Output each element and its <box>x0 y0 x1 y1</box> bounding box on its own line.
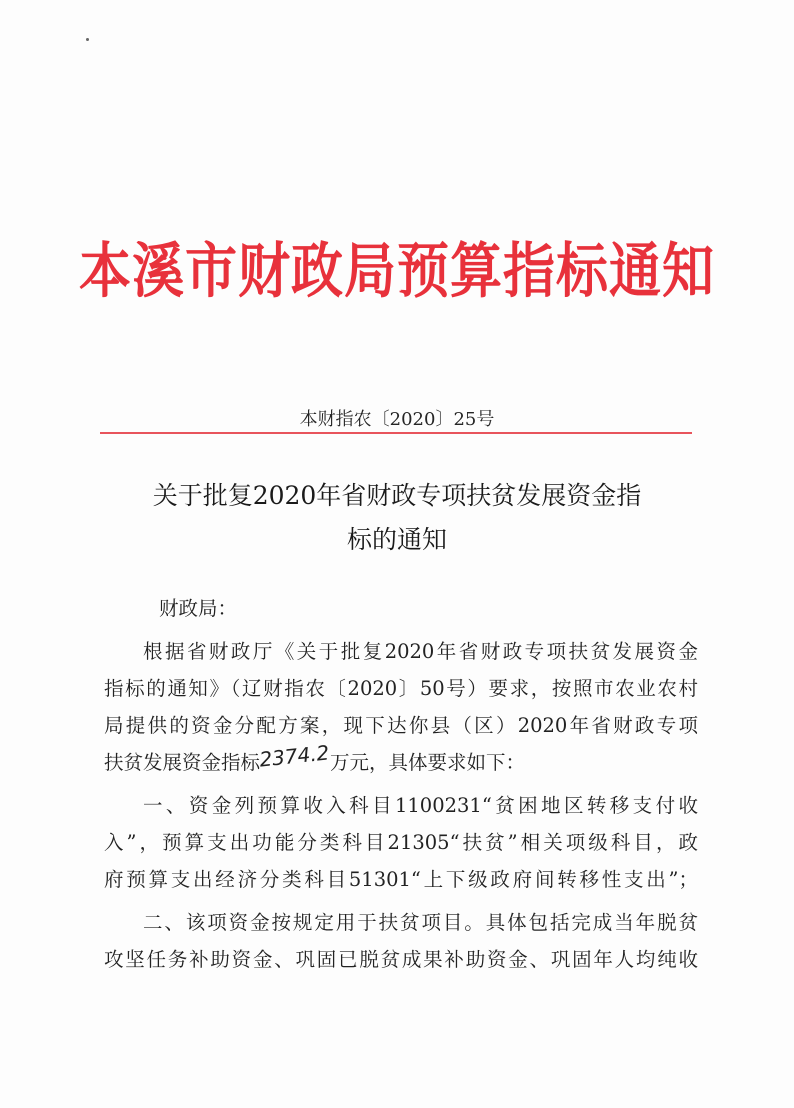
title-line-2: 标的通知 <box>346 525 447 554</box>
item-1-line-2: 入”，预算支出功能分类科目21305“扶贫”相关项级科目，政 <box>104 831 698 854</box>
item-2 <box>104 904 698 978</box>
salutation: 财政局： <box>159 597 238 620</box>
paragraph-1-line-1: 根据省财政厅《关于批复2020年省财政专项扶贫发展资金 <box>143 640 698 663</box>
item-1 <box>104 787 698 898</box>
document-number: 本财指农〔2020〕25号 <box>299 409 495 430</box>
handwritten-amount: 2374.2 <box>258 740 331 772</box>
paragraph-1-line-3: 局提供的资金分配方案，现下达你县（区）2020年省财政专项 <box>104 714 698 737</box>
document-body <box>104 590 698 978</box>
amount-prefix: 扶贫发展资金指标 <box>104 751 261 774</box>
paragraph-1 <box>104 633 698 781</box>
item-1-line-1: 一、资金列预算收入科目1100231“贫困地区转移支付收 <box>143 794 698 817</box>
paragraph-1-line-4 <box>104 740 698 781</box>
red-masthead: 本溪市财政局预算指标通知 <box>78 237 715 307</box>
scan-speck <box>86 38 89 41</box>
item-1-line-3: 府预算支出经济分类科目51301“上下级政府间转移性支出”； <box>104 868 698 891</box>
item-2-line-2: 攻坚任务补助资金、巩固已脱贫成果补助资金、巩固年人均纯收 <box>104 948 698 971</box>
item-2-line-1: 二、该项资金按规定用于扶贫项目。具体包括完成当年脱贫 <box>143 911 698 934</box>
document-title <box>100 474 694 562</box>
red-divider-line <box>100 432 692 434</box>
paragraph-1-line-2: 指标的通知》（辽财指农〔2020〕50号）要求，按照市农业农村 <box>104 677 698 700</box>
amount-suffix: 万元，具体要求如下： <box>330 751 526 774</box>
title-line-1: 关于批复2020年省财政专项扶贫发展资金指 <box>152 481 642 510</box>
